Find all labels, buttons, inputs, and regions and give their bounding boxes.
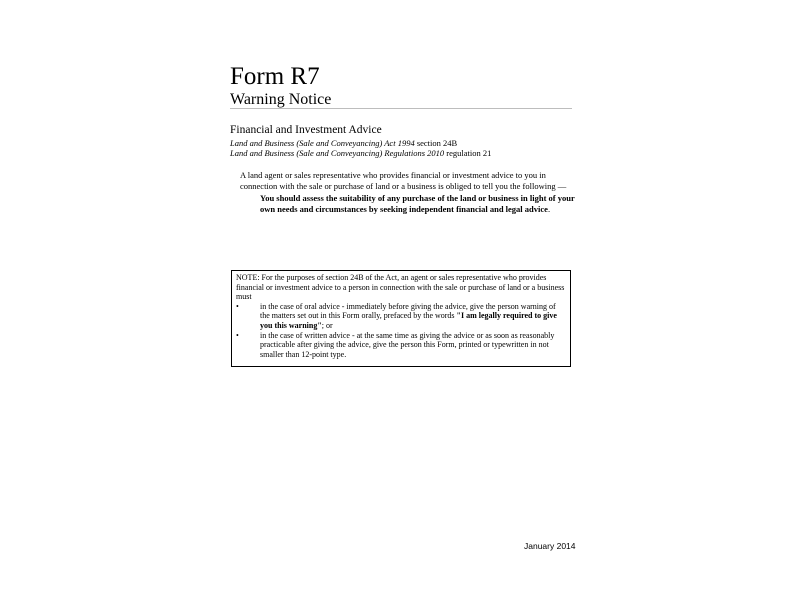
statute-regs-line (230, 148, 491, 158)
statute-regs-ref: regulation 21 (444, 148, 492, 158)
note-written-text: in the case of written advice - at the same time as giving the advice or as soon as reasonably practicable after giving the advice, give the person this Form, printed or typewritten in not smaller than 12-point type. (260, 330, 555, 359)
note-oral-quote: "I am legally required to give you this warning" (260, 311, 557, 330)
section-heading: Financial and Investment Advice (230, 124, 382, 136)
note-oral-text: in the case of oral advice - immediately before giving the advice, give the person warning of the matters set out in this Form orally, prefaced by the words (260, 301, 556, 321)
footer-date: January 2014 (524, 541, 576, 551)
statute-act-line (230, 138, 457, 148)
note-item-oral (236, 302, 566, 331)
note-oral-end: ; or (321, 320, 333, 330)
statute-regs-title: Land and Business (Sale and Conveyancing) Regulations 2010 (230, 148, 445, 158)
note-intro: NOTE: For the purposes of section 24B of the Act, an agent or sales representative who provides financial or investment advice to a person in connection with the sale or purchase of land or a business must (236, 273, 565, 302)
note-box (231, 270, 571, 367)
statute-act-title: Land and Business (Sale and Conveyancing) Act 1994 (230, 138, 415, 148)
warning-end: . (547, 203, 551, 214)
title-divider (230, 108, 572, 109)
note-list (236, 302, 566, 360)
warning-statement (260, 193, 580, 214)
bullet-icon: • (236, 330, 239, 340)
warning-bold-text: You should assess the suitability of any purchase of the land or business in light of your own needs and circumstances by seeking independent financial and legal advice (260, 193, 575, 214)
note-item-written (236, 331, 566, 360)
form-subtitle: Warning Notice (230, 91, 332, 108)
bullet-icon: • (236, 301, 239, 311)
statute-act-ref: section 24B (414, 138, 458, 148)
intro-paragraph: A land agent or sales representative who provides financial or investment advice to you in connection with the sale or purchase of land or a business is obliged to tell you the following — (240, 170, 567, 191)
form-title: Form R7 (230, 63, 320, 90)
